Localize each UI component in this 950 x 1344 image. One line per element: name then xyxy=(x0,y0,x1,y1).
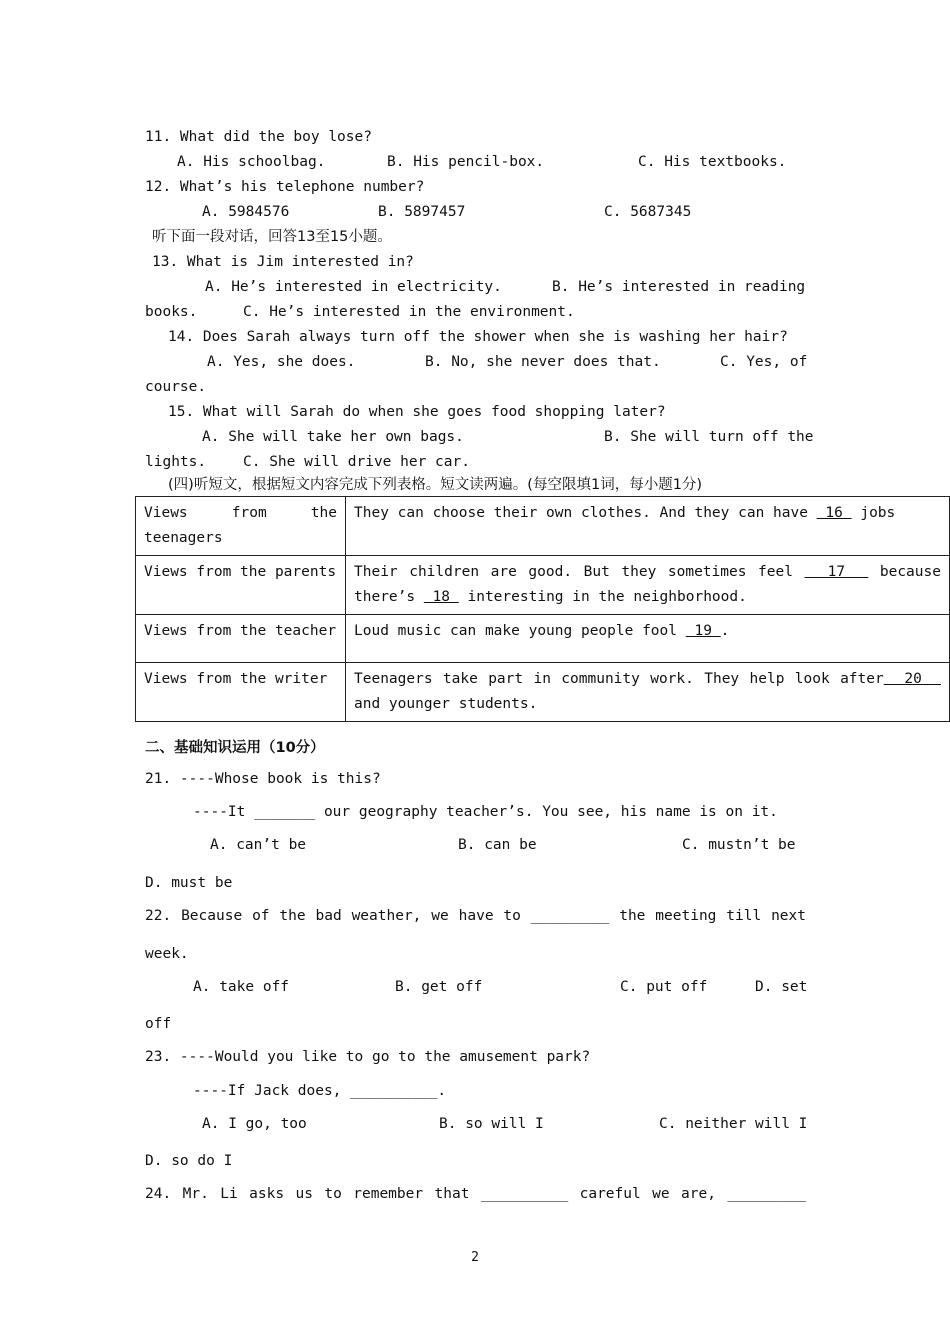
q22-option-a: A. take off xyxy=(193,979,290,995)
q21-dialog: ----It _______ our geography teacher’s. You see, his name is on it. xyxy=(193,804,778,820)
q21-option-c: C. mustn’t be xyxy=(682,837,796,853)
q21-option-b: B. can be xyxy=(458,837,537,853)
table-row xyxy=(136,663,950,722)
q23-option-b: B. so will I xyxy=(439,1116,544,1132)
table-row xyxy=(136,497,950,556)
blank-19[interactable]: 19 xyxy=(685,623,721,639)
table-cell-content: Teenagers take part in community work. They help look after 20 and younger students. xyxy=(346,663,950,722)
q11-option-c: C. His textbooks. xyxy=(638,154,787,170)
q23-option-a: A. I go, too xyxy=(202,1116,307,1132)
q15-option-c: C. She will drive her car. xyxy=(243,454,470,470)
q21-stem: 21. ----Whose book is this? xyxy=(145,771,381,787)
table-cell-label: Views from the parents xyxy=(136,556,346,615)
q23-stem: 23. ----Would you like to go to the amusement park? xyxy=(145,1049,591,1065)
listening-table xyxy=(135,496,950,722)
table-row xyxy=(136,615,950,663)
q22-option-d: D. set xyxy=(755,979,808,995)
q13-stem: 13. What is Jim interested in? xyxy=(152,254,414,270)
q13-option-b-cont: books. xyxy=(145,304,198,320)
q13-option-b: B. He’s interested in reading xyxy=(552,279,806,295)
q15-option-a: A. She will take her own bags. xyxy=(202,429,464,445)
q23-option-d: D. so do I xyxy=(145,1153,233,1169)
q12-option-c: C. 5687345 xyxy=(604,204,692,220)
q12-option-a: A. 5984576 xyxy=(202,204,290,220)
q11-option-a: A. His schoolbag. xyxy=(177,154,326,170)
q14-stem: 14. Does Sarah always turn off the shower when she is washing her hair? xyxy=(168,329,788,345)
page-number: 2 xyxy=(471,1250,479,1265)
q14-option-a: A. Yes, she does. xyxy=(207,354,356,370)
q14-option-c: C. Yes, of xyxy=(720,354,808,370)
part4-instruction: (四)听短文，根据短文内容完成下列表格。短文读两遍。(每空限填1词，每小题1分) xyxy=(168,477,703,493)
table-cell-label: Views from the teacher xyxy=(136,615,346,663)
q22-stem: 22. Because of the bad weather, we have to _________ the meeting till next xyxy=(145,908,806,924)
q12-stem: 12. What’s his telephone number? xyxy=(145,179,425,195)
q22-option-b: B. get off xyxy=(395,979,483,995)
table-cell-label: Views from the writer xyxy=(136,663,346,722)
q12-option-b: B. 5897457 xyxy=(378,204,466,220)
q23-option-c: C. neither will I xyxy=(659,1116,808,1132)
table-cell-content: They can choose their own clothes. And they can have 16 jobs xyxy=(346,497,950,556)
dialog-instruction: 听下面一段对话，回答13至15小题。 xyxy=(152,229,392,245)
q22-stem-cont: week. xyxy=(145,946,189,962)
q14-option-c-cont: course. xyxy=(145,379,207,395)
q11-option-b: B. His pencil-box. xyxy=(387,154,545,170)
q22-option-d-cont: off xyxy=(145,1016,172,1032)
table-row xyxy=(136,556,950,615)
q13-option-c: C. He’s interested in the environment. xyxy=(243,304,575,320)
section-2-title: 二、基础知识运用（10分） xyxy=(145,740,325,756)
q22-option-c: C. put off xyxy=(620,979,708,995)
blank-16[interactable]: 16 xyxy=(816,505,852,521)
table-cell-content: Loud music can make young people fool 19 . xyxy=(346,615,950,663)
table-cell-label: Views from the teenagers xyxy=(136,497,346,556)
q15-option-b: B. She will turn off the xyxy=(604,429,814,445)
q15-option-b-cont: lights. xyxy=(145,454,207,470)
q23-dialog: ----If Jack does, __________. xyxy=(193,1083,447,1099)
q11-stem: 11. What did the boy lose? xyxy=(145,129,372,145)
table-cell-content: Their children are good. But they sometimes feel 17 because there’s 18 interesting in the neighborhood. xyxy=(346,556,950,615)
q14-option-b: B. No, she never does that. xyxy=(425,354,661,370)
blank-20[interactable]: 20 xyxy=(883,671,941,687)
q15-stem: 15. What will Sarah do when she goes food shopping later? xyxy=(168,404,666,420)
q13-option-a: A. He’s interested in electricity. xyxy=(205,279,502,295)
blank-18[interactable]: 18 xyxy=(423,589,459,605)
q21-option-d: D. must be xyxy=(145,875,233,891)
q21-option-a: A. can’t be xyxy=(210,837,307,853)
q24-stem: 24. Mr. Li asks us to remember that __________ careful we are, _________ xyxy=(145,1186,806,1202)
blank-17[interactable]: 17 xyxy=(804,564,869,580)
